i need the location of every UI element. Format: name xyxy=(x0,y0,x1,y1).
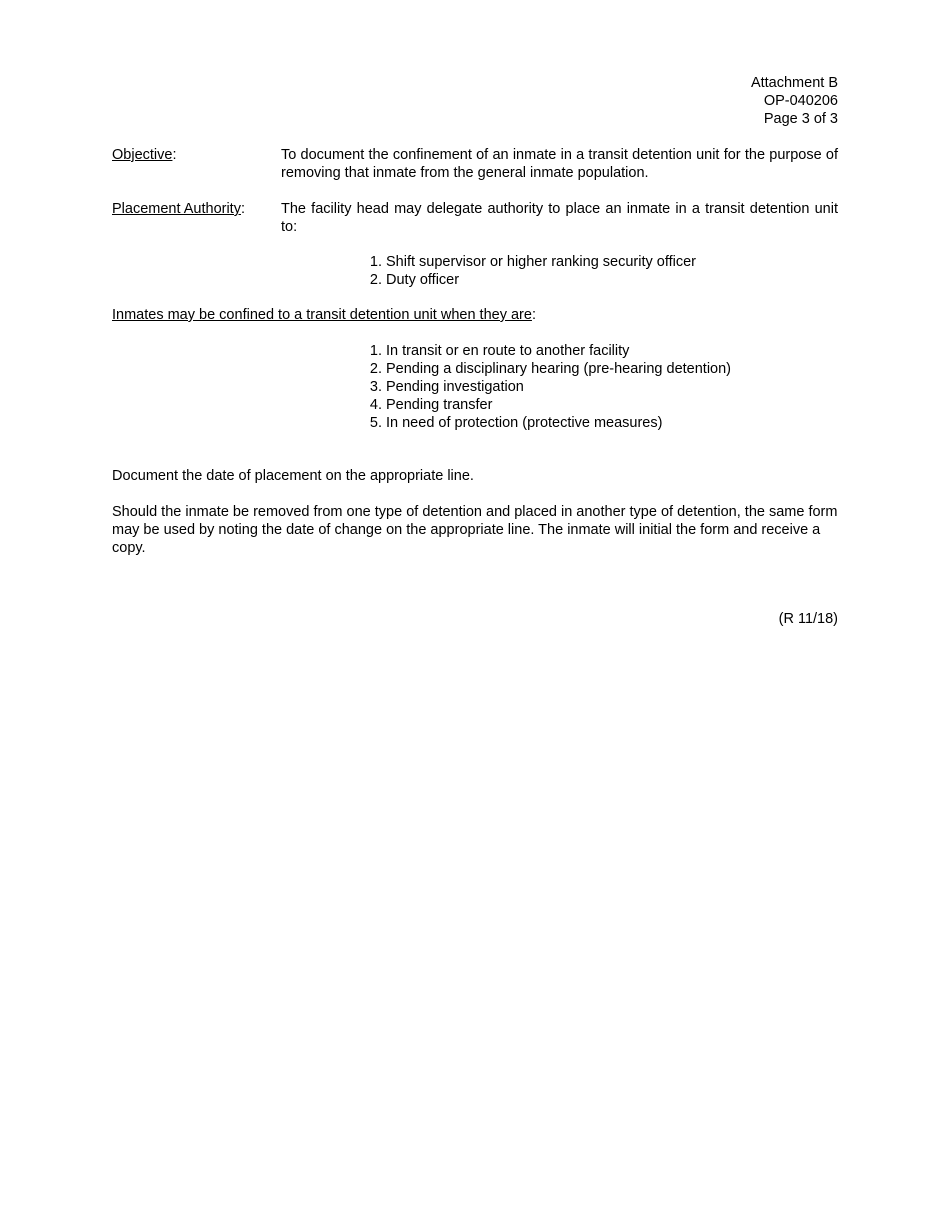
confinement-heading xyxy=(112,306,838,324)
placement-authority-label-text: Placement Authority xyxy=(112,201,241,217)
list-item: 4. Pending transfer xyxy=(369,397,493,413)
objective-label-colon: : xyxy=(172,147,177,163)
placement-authority-text: The facility head may delegate authority to place an inmate in a transit detention unit to: xyxy=(281,201,838,235)
list-item: 2. Pending a disciplinary hearing (pre-hearing detention) xyxy=(369,361,731,377)
objective-label xyxy=(112,146,280,164)
list-item: 1. Shift supervisor or higher ranking security officer xyxy=(369,254,697,270)
list-item: 3. Pending investigation xyxy=(369,379,524,395)
objective-text: To document the confinement of an inmate in a transit detention unit for the purpose of removing that inmate from the general inmate population. xyxy=(281,147,838,181)
revision-date: (R 11/18) xyxy=(778,611,838,627)
document-number: OP-040206 xyxy=(763,93,838,109)
authority-list xyxy=(362,253,696,289)
list-item: 1. In transit or en route to another facility xyxy=(369,343,630,359)
instruction-paragraph-2: Should the inmate be removed from one type of detention and placed in another type of detention, the same form may be used by noting the date of change on the appropriate line. The inmate will initial the form and receive a copy. xyxy=(112,504,838,556)
list-item: 2. Duty officer xyxy=(369,272,460,288)
document-header xyxy=(751,74,838,128)
objective-label-text: Objective xyxy=(112,147,173,163)
placement-authority-label-colon: : xyxy=(240,201,245,217)
page-number: Page 3 of 3 xyxy=(763,111,838,127)
list-item: 5. In need of protection (protective measures) xyxy=(369,415,663,431)
confinement-heading-text: Inmates may be confined to a transit detention unit when they are xyxy=(112,307,532,323)
confinement-reasons-list xyxy=(362,342,731,432)
confinement-heading-colon: : xyxy=(531,307,536,323)
instruction-paragraph-1: Document the date of placement on the appropriate line. xyxy=(112,468,474,484)
attachment-label: Attachment B xyxy=(750,75,838,91)
placement-authority-label xyxy=(112,200,280,218)
